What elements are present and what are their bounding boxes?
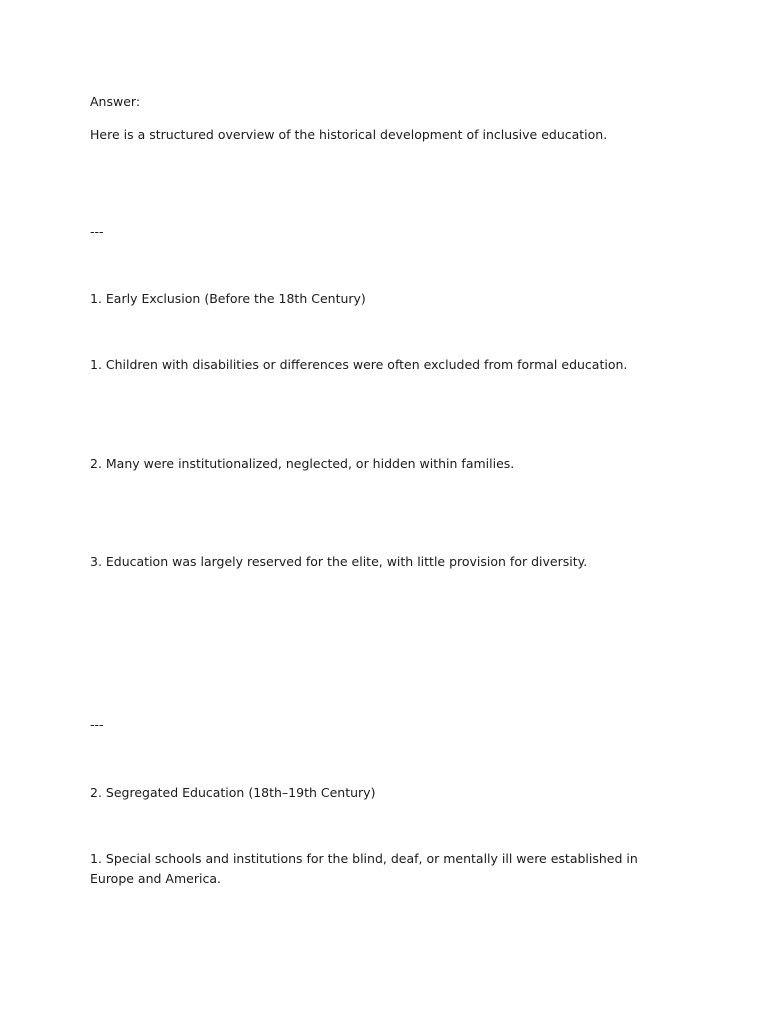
section-1-heading: 1. Early Exclusion (Before the 18th Century) bbox=[90, 291, 366, 306]
section-divider: --- bbox=[90, 717, 104, 732]
answer-label: Answer: bbox=[90, 94, 141, 109]
section-1-item-1: 1. Children with disabilities or differences were often excluded from formal education. bbox=[90, 357, 628, 372]
section-1-item-3: 3. Education was largely reserved for the elite, with little provision for diversity. bbox=[90, 554, 588, 569]
section-2-heading: 2. Segregated Education (18th–19th Century) bbox=[90, 785, 376, 800]
section-1-item-2: 2. Many were institutionalized, neglected, or hidden within families. bbox=[90, 456, 515, 471]
section-2-item-1: 1. Special schools and institutions for the blind, deaf, or mentally ill were established in Europe and America. bbox=[90, 851, 638, 886]
intro-paragraph: Here is a structured overview of the historical development of inclusive education. bbox=[90, 127, 608, 142]
section-divider: --- bbox=[90, 224, 104, 239]
